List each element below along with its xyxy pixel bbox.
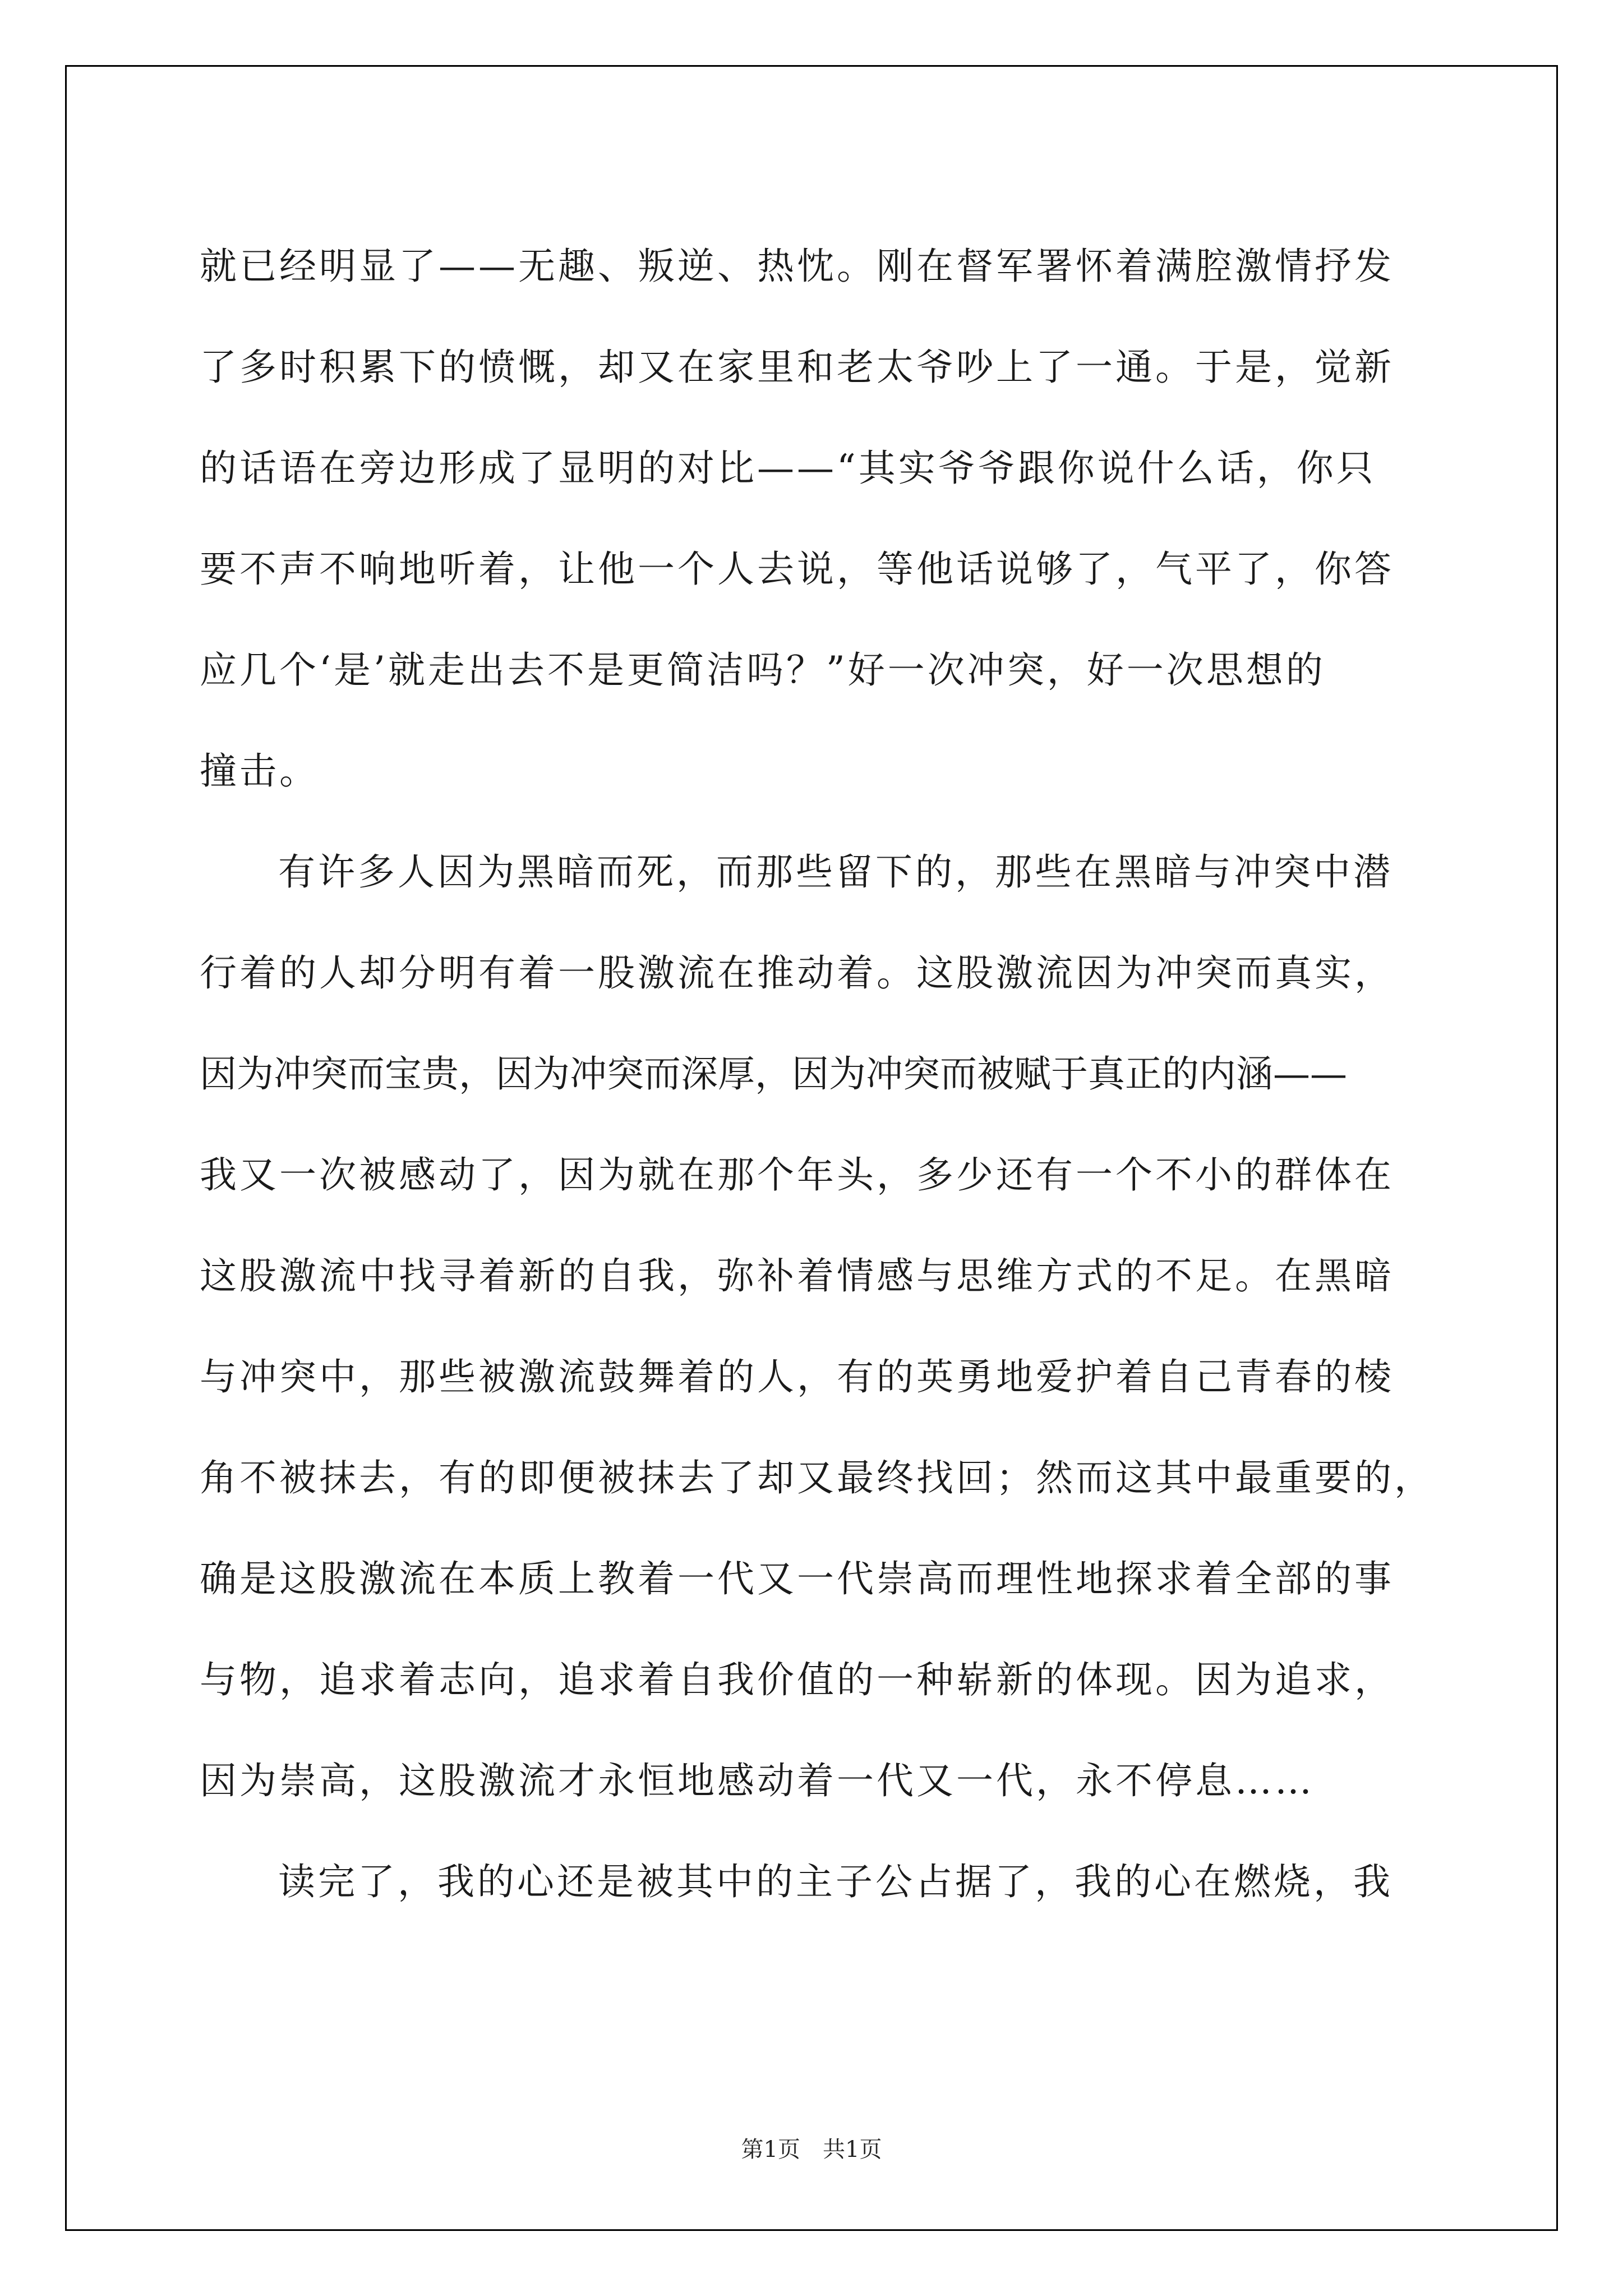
text-line: 与物，追求着志向，追求着自我价值的一种崭新的体现。因为追求， [200, 1658, 1394, 1701]
text-line: 与冲突中，那些被激流鼓舞着的人，有的英勇地爱护着自己青春的棱 [200, 1355, 1394, 1398]
text-line: 这股激流中找寻着新的自我，弥补着情感与思维方式的不足。在黑暗 [200, 1254, 1394, 1297]
text-line: 角不被抹去，有的即便被抹去了却又最终找回；然而这其中最重要的， [200, 1456, 1434, 1499]
text-line: 应几个‘是’就走出去不是更简洁吗？”好一次冲突，好一次思想的 [200, 648, 1326, 692]
paragraph-start-line: 有许多人因为黑暗而死，而那些留下的，那些在黑暗与冲突中潜 [278, 850, 1393, 894]
text-line: 的话语在旁边形成了显明的对比——“其实爷爷跟你说什么话，你只 [200, 447, 1376, 490]
text-line: 行着的人却分明有着一股激流在推动着。这股激流因为冲突而真实， [200, 951, 1394, 995]
text-line: 我又一次被感动了，因为就在那个年头，多少还有一个不小的群体在 [200, 1153, 1394, 1197]
text-line: 因为崇高，这股激流才永恒地感动着一代又一代，永不停息…… [200, 1759, 1315, 1802]
paragraph-start-line: 读完了，我的心还是被其中的主子公占据了，我的心在燃烧，我 [278, 1860, 1393, 1903]
text-line: 确是这股激流在本质上教着一代又一代崇高而理性地探求着全部的事 [200, 1557, 1394, 1600]
text-line: 因为冲突而宝贵，因为冲突而深厚，因为冲突而被赋于真正的内涵—— [200, 1052, 1347, 1096]
text-line: 要不声不响地听着，让他一个人去说，等他话说够了，气平了，你答 [200, 547, 1394, 591]
page-footer: 第1页 共1页 [741, 2137, 882, 2162]
text-line: 就已经明显了——无趣、叛逆、热忱。刚在督军署怀着满腔激情抒发 [200, 245, 1394, 288]
text-line: 了多时积累下的愤慨，却又在家里和老太爷吵上了一通。于是，觉新 [200, 346, 1394, 389]
text-line: 撞击。 [200, 749, 319, 793]
